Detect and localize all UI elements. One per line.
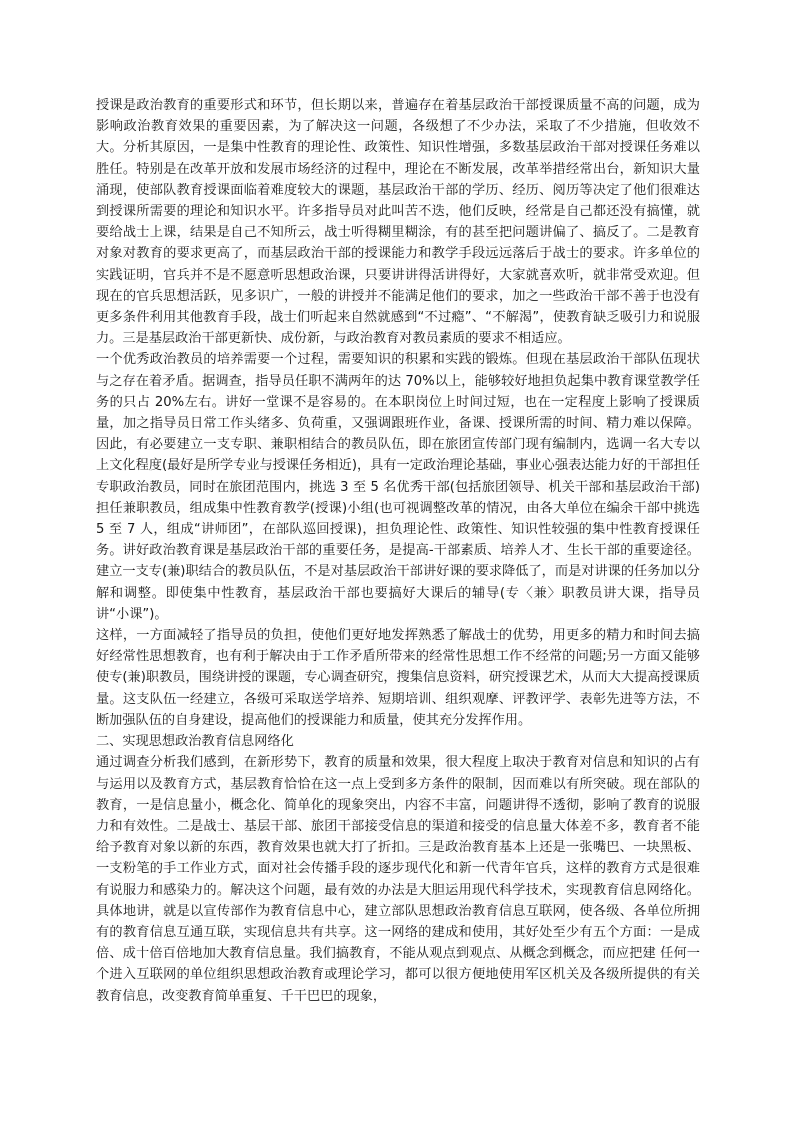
body-paragraph-3: 这样，一方面减轻了指导员的负担，使他们更好地发挥熟悉了解战士的优势，用更多的精力和时间去搞好经常性思想教育，也有利于解决由于工作矛盾所带来的经常性思想工作不经常的问题;另一方面又能够使专(兼)职教员，围绕讲授的课题，专心调查研究，搜集信息资料，研究授课艺术，从而大大提高授课质量。这支队伍一经建立，各级可采取送学培养、短期培训、组织观摩、评教评学、表彰先进等方法，不断加强队伍的自身建设，提高他们的授课能力和质量，使其充分发挥作用。: [96, 628, 700, 728]
section-heading: 二、实现思想政治教育信息网络化: [96, 734, 294, 750]
body-paragraph-4: 通过调查分析我们感到，在新形势下，教育的质量和效果，很大程度上取决于教育对信息和知识的占有与运用以及教育方式，基层教育恰恰在这一点上受到多方条件的限制，因而难以有所突破。现在部队的教育，一是信息量小，概念化、简单化的现象突出，内容不丰富，问题讲得不透彻，影响了教育的说服力和有效性。二是战士、基层干部、旅团干部接受信息的渠道和接受的信息量大体差不多，教育者不能给予教育对象以新的东西，教育效果也就大打了折扣。三是政治教育基本上还是一张嘴巴、一块黑板、一支粉笔的手工作业方式，面对社会传播手段的逐步现代化和新一代青年官兵，这样的教育方式是很难有说服力和感染力的。解决这个问题，最有效的办法是大胆运用现代科学技术，实现教育信息网络化。具体地讲，就是以宣传部作为教育信息中心，建立部队思想政治教育信息互联网，使各级、各单位所拥有的教育信息互通互联，实现信息共有共享。这一网络的建成和使用，其好处至少有五个方面：一是成倍、成十倍百倍地加大教育信息量。我们搞教育，不能从观点到观点、从概念到概念，而应把建 任何一个进入互联网的单位组织思想政治教育或理论学习，都可以很方便地使用军区机关及各级所提供的有关教育信息，改变教育简单重复、千干巴巴的现象，: [96, 755, 700, 1004]
body-paragraph-2: 一个优秀政治教员的培养需要一个过程，需要知识的积累和实践的锻炼。但现在基层政治干部队伍现状与之存在着矛盾。据调查，指导员任职不满两年的达 70%以上，能够较好地担负起集中教育课堂教学任务的只占 20%左右。讲好一堂课不是容易的。在本职岗位上时间过短，也在一定程度上影响了授课质量，加之指导员日常工作头绪多、负荷重，又强调跟班作业，备课、授课所需的时间、精力难以保障。因此，有必要建立一支专职、兼职相结合的教员队伍，即在旅团宣传部门现有编制内，选调一名大专以上文化程度(最好是所学专业与授课任务相近)，具有一定政治理论基础，事业心强表达能力好的干部担任专职政治教员，同时在旅团范围内，挑选 3 至 5 名优秀干部(包括旅团领导、机关干部和基层政治干部)担任兼职教员，组成集中性教育教学(授课)小组(也可视调整改革的情况，由各大单位在编余干部中挑选 5 至 7 人，组成“讲师团”，在部队巡回授课)，担负理论性、政策性、知识性较强的集中性教育授课任务。讲好政治教育课是基层政治干部的重要任务，是提高-干部素质、培养人才、生长干部的重要途径。建立一支专(兼)职结合的教员队伍，不是对基层政治干部讲好课的要求降低了，而是对讲课的任务加以分解和调整。即使集中性教育，基层政治干部也要搞好大课后的辅导(专〈兼〉职教员讲大课，指导员讲“小课”)。: [96, 352, 700, 622]
body-paragraph-1: 授课是政治教育的重要形式和环节，但长期以来，普遍存在着基层政治干部授课质量不高的问题，成为影响政治教育效果的重要因素，为了解决这一问题，各级想了不少办法，采取了不少措施，但收效不大。分析其原因，一是集中性教育的理论性、政策性、知识性增强，多数基层政治干部对授课任务难以胜任。特别是在改革开放和发展市场经济的过程中，理论在不断发展，改革举措经常出台，新知识大量涌现，使部队教育授课面临着难度较大的课题，基层政治干部的学历、经历、阅历等决定了他们很难达到授课所需要的理论和知识水平。许多指导员对此叫苦不迭，他们反映，经常是自己都还没有搞懂，就要给战士上课，结果是自己不知所云，战士听得糊里糊涂，有的甚至把问题讲偏了、搞反了。二是教育对象对教育的要求更高了，而基层政治干部的授课能力和教学手段远远落后于战士的要求。许多单位的实践证明，官兵并不是不愿意听思想政治课，只要讲讲得活讲得好，大家就喜欢听，就非常受欢迎。但现在的官兵思想活跃，见多识广，一般的讲授并不能满足他们的要求，加之一些政治干部不善于也没有更多条件利用其他教育手段，战士们听起来自然就感到“不过瘾”、“不解渴”，使教育缺乏吸引力和说服力。三是基层政治干部更新快、成份新，与政治教育对教员素质的要求不相适应。: [96, 98, 700, 347]
document-page: [96, 95, 700, 1007]
